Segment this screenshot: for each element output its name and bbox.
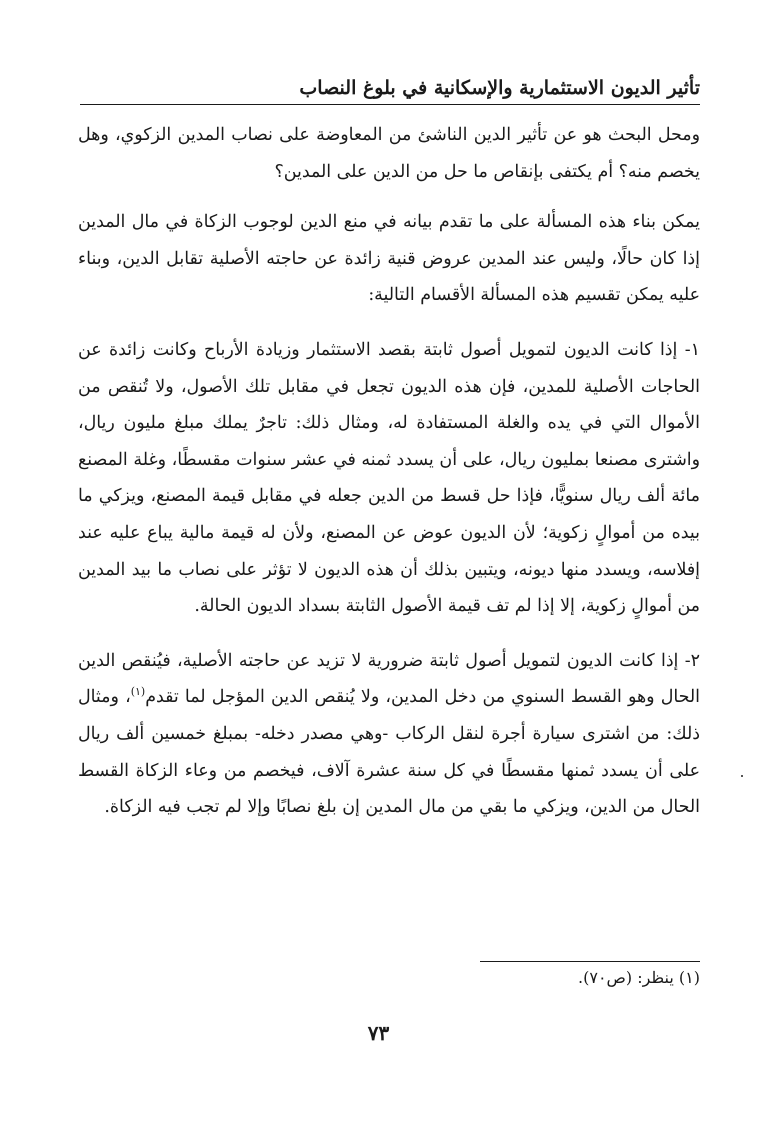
running-header: تأثير الديون الاستثمارية والإسكانية في بلوغ النصاب	[299, 77, 700, 99]
page-number: ٧٣	[367, 1021, 390, 1045]
body-text	[78, 117, 700, 843]
footnote-rule	[480, 961, 700, 962]
footnote: (١) ينظر: (ص٧٠).	[578, 968, 700, 987]
paragraph-3: ١- إذا كانت الديون لتمويل أصول ثابتة بقصد الاستثمار وزيادة الأرباح وكانت زائدة عن الحاجات الأصلية للمدين، فإن هذه الديون تجعل في مقابل تلك الأصول، ولا تُنقص من الأموال التي في يده والغلة المستفادة له، ومثال ذلك: تاجرٌ يملك مبلغ مليون ريال، واشترى مصنعا بمليون ريال، على أن يسدد ثمنه في عشر سنوات مقسطًا، وغلة المصنع مائة ألف ريال سنويًّا، فإذا حل قسط من الدين جعله في مقابل قيمة المصنع، ويزكي ما بيده من أموالٍ زكوية؛ لأن الديون عوض عن المصنع، ولأن له قيمة مالية يباع عليه عند إفلاسه، ويسدد منها ديونه، ويتبين بذلك أن هذه الديون لا تؤثر على نصاب ما بيد المدين من أموالٍ زكوية، إلا إذا لم تف قيمة الأصول الثابتة بسداد الديون الحالة.	[78, 339, 700, 617]
paragraph-4-text-end: ، ومثال ذلك: من اشترى سيارة أجرة لنقل الركاب -وهي مصدر دخله- بمبلغ خمسين ألف ريال على أن يسدد ثمنها مقسطًا في كل سنة عشرة آلاف، فيخصم من وعاء الزكاة القسط الحال من الدين، ويزكي ما بقي من مال المدين إن بلغ نصابًا وإلا لم تجب فيه الزكاة.	[78, 687, 700, 818]
paragraph-1: ومحل البحث هو عن تأثير الدين الناشئ من المعاوضة على نصاب المدين الزكوي، وهل يخصم منه؟ أم يكتفى بإنقاص ما حل من الدين على المدين؟	[78, 125, 700, 182]
paragraph-4	[78, 643, 700, 826]
scan-speck	[741, 775, 743, 777]
paragraph-4-text-start: ٢- إذا كانت الديون لتمويل أصول ثابتة ضرورية لا تزيد عن حاجته الأصلية، فيُنقص الدين الحال وهو القسط السنوي من دخل المدين، ولا يُنقص الدين المؤجل لما تقدم	[78, 650, 700, 708]
paragraph-2: يمكن بناء هذه المسألة على ما تقدم بيانه في منع الدين لوجوب الزكاة في مال المدين إذا كان حالًا، وليس عند المدين عروض قنية زائدة عن حاجته الأصلية تقابل الدين، وبناء عليه يمكن تقسيم هذه المسألة الأقسام التالية:	[78, 212, 700, 306]
footnote-reference: (١)	[130, 685, 146, 699]
header-rule	[80, 104, 700, 105]
